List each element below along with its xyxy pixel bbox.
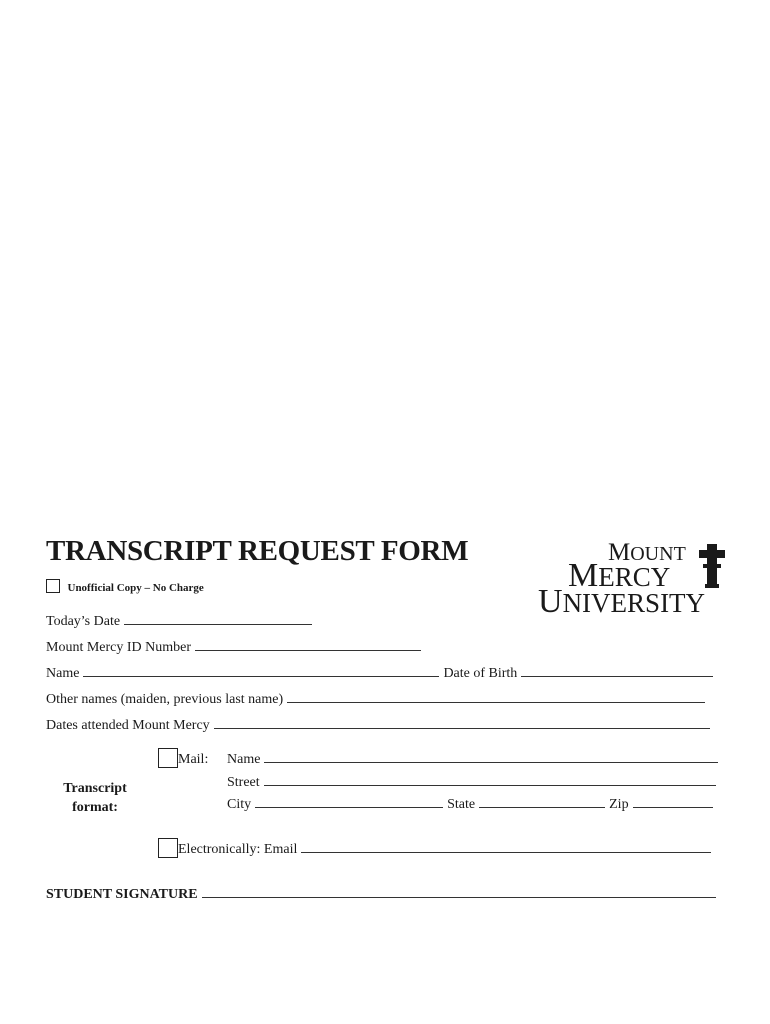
transcript-format-label: [55, 779, 135, 817]
transcript-format-line1: Transcript: [63, 781, 127, 796]
mail-state-label: State: [447, 797, 476, 812]
signature-field[interactable]: [202, 884, 716, 898]
todays-date-row: [46, 611, 316, 631]
dob-label: Date of Birth: [443, 666, 518, 681]
electronic-email-field[interactable]: [301, 839, 711, 853]
unofficial-copy-checkbox[interactable]: [46, 579, 60, 593]
signature-row: [46, 884, 720, 904]
name-field[interactable]: [83, 663, 439, 677]
logo-line2: MERCY: [568, 557, 671, 594]
mail-label: Mail:: [178, 752, 209, 767]
mail-name-row: [227, 749, 722, 769]
todays-date-field[interactable]: [124, 611, 312, 625]
other-names-field[interactable]: [287, 689, 705, 703]
mail-city-label: City: [227, 797, 252, 812]
mail-street-row: [227, 772, 720, 792]
dates-attended-row: [46, 715, 714, 735]
mail-checkbox[interactable]: [158, 748, 178, 768]
form-title: TRANSCRIPT REQUEST FORM: [46, 535, 469, 567]
mail-zip-field[interactable]: [633, 794, 713, 808]
logo-line3: UNIVERSITY: [538, 583, 706, 616]
unofficial-copy-label: Unofficial Copy – No Charge: [67, 582, 204, 594]
id-number-row: [46, 637, 425, 657]
other-names-row: [46, 689, 709, 709]
electronic-label: Electronically: Email: [178, 842, 298, 857]
mail-street-field[interactable]: [264, 772, 716, 786]
mail-name-label: Name: [227, 752, 261, 767]
other-names-label: Other names (maiden, previous last name): [46, 692, 284, 707]
unofficial-copy-option[interactable]: [46, 579, 204, 597]
dob-field[interactable]: [521, 663, 713, 677]
id-number-label: Mount Mercy ID Number: [46, 640, 192, 655]
logo-line1: MOUNT: [608, 539, 686, 566]
mail-city-row: [227, 794, 717, 814]
mail-zip-label: Zip: [609, 797, 629, 812]
mail-state-field[interactable]: [479, 794, 605, 808]
cross-icon: [699, 544, 725, 588]
signature-label: STUDENT SIGNATURE: [46, 887, 198, 902]
transcript-format-line2: format:: [72, 800, 118, 815]
todays-date-label: Today’s Date: [46, 614, 121, 629]
mail-option[interactable]: [158, 748, 208, 769]
university-logo: [536, 538, 726, 616]
dates-attended-label: Dates attended Mount Mercy: [46, 718, 210, 733]
dates-attended-field[interactable]: [214, 715, 710, 729]
mail-name-field[interactable]: [264, 749, 718, 763]
name-row: [46, 663, 717, 683]
id-number-field[interactable]: [195, 637, 421, 651]
electronic-option[interactable]: [158, 838, 715, 859]
mail-street-label: Street: [227, 775, 260, 790]
electronic-checkbox[interactable]: [158, 838, 178, 858]
name-label: Name: [46, 666, 80, 681]
mail-city-field[interactable]: [255, 794, 443, 808]
